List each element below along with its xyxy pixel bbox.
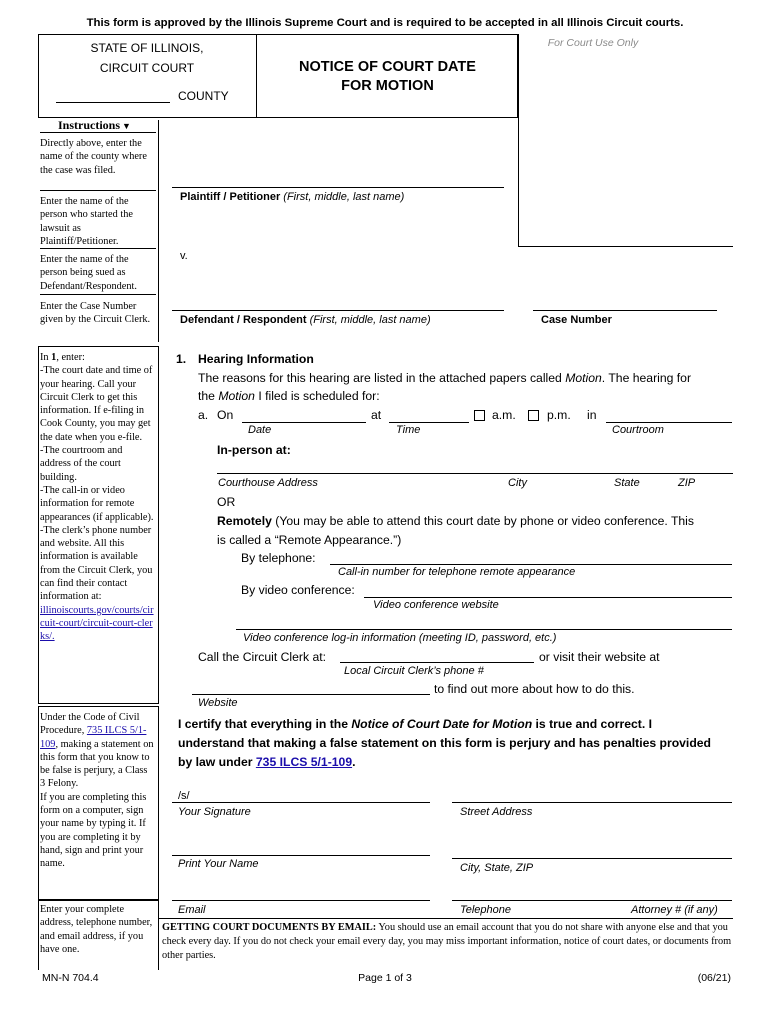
on-label: On — [217, 408, 234, 422]
hearing-heading: Hearing Information — [198, 352, 314, 366]
form-number: MN-N 704.4 — [42, 972, 99, 984]
email-input-line[interactable] — [172, 900, 430, 901]
by-video-label: By video conference: — [241, 583, 355, 597]
print-name-input-line[interactable] — [172, 855, 430, 856]
city-caption: City — [508, 477, 527, 489]
callin-caption: Call-in number for telephone remote appearance — [338, 566, 576, 578]
courtroom-caption: Courtroom — [612, 424, 664, 436]
plaintiff-input-line[interactable] — [172, 187, 504, 188]
remote-line-1: Remotely (You may be able to attend this court date by phone or video conference. This — [217, 514, 694, 528]
website-input-line[interactable] — [192, 694, 430, 695]
defendant-caption: Defendant / Respondent (First, middle, last name) — [180, 314, 431, 326]
find-out-label: to find out more about how to do this. — [434, 682, 635, 696]
print-name-caption: Print Your Name — [178, 858, 259, 870]
approval-notice: This form is approved by the Illinois Supreme Court and is required to be accepted in all Illinois Circuit courts. — [86, 17, 684, 29]
perjury-help: Under the Code of Civil Procedure, 735 ILCS 5/1-109, making a statement on this form that you know to be false is perjury, a Class 3 Felony. If you are completing this form on a computer, sign your name by typing it. If you are completing it by hand, sign and print your name. — [40, 712, 154, 870]
instr-sep-2 — [40, 248, 156, 249]
item-a-label: a. — [198, 408, 209, 422]
zip-caption: ZIP — [678, 477, 696, 489]
website-caption: Website — [198, 697, 238, 709]
court-use-label: For Court Use Only — [547, 37, 639, 49]
signature-input-line[interactable] — [172, 802, 430, 803]
plaintiff-caption: Plaintiff / Petitioner (First, middle, last name) — [180, 191, 405, 203]
courthouse-caption: Courthouse Address — [218, 477, 318, 489]
date-input-line[interactable] — [242, 422, 366, 423]
versus-label: v. — [180, 250, 188, 262]
clerk-phone-input-line[interactable] — [340, 662, 534, 663]
clerks-link[interactable]: illinoiscourts.gov/courts/circuit-court/circuit-court-clerks/. — [40, 604, 154, 643]
email-caption: Email — [178, 904, 206, 916]
page-number: Page 1 of 3 — [358, 972, 412, 984]
case-number-input-line[interactable] — [533, 310, 717, 311]
circuit-label: CIRCUIT COURT — [99, 61, 195, 75]
instructions-toggle[interactable] — [58, 118, 131, 133]
at-label: at — [371, 408, 382, 422]
am-label: a.m. — [492, 408, 516, 422]
header-divider — [256, 34, 257, 118]
signature-caption: Your Signature — [178, 806, 251, 818]
clerk-phone-caption: Local Circuit Clerk’s phone # — [344, 665, 484, 677]
telephone-caption: Telephone — [460, 904, 511, 916]
video-site-caption: Video conference website — [373, 599, 499, 611]
time-input-line[interactable] — [389, 422, 469, 423]
defendant-input-line[interactable] — [172, 310, 504, 311]
instructions-rule — [40, 132, 156, 133]
pm-checkbox[interactable] — [528, 410, 539, 421]
or-label: OR — [217, 495, 236, 509]
hearing-intro-2: the Motion I filed is scheduled for: — [198, 389, 380, 403]
instr-sep-3 — [40, 294, 156, 295]
court-use-left — [518, 34, 519, 246]
hearing-help: In 1, enter: -The court date and time of your hearing. Call your Circuit Clerk to get this information. If e-filing in Cook County, you may get the date when you e-file. -The courtroom and address of the court building. -The call-in or video information for remote appearances (if applicable). -The clerk’s phone number and website. All this information is available from the Circuit Clerk, you can find their contact information at: illinoiscourts.gov/courts/circuit-court/circuit-court-clerks/. — [40, 352, 154, 643]
city-state-zip-input-line[interactable] — [452, 858, 732, 859]
courthouse-input-line[interactable] — [217, 473, 733, 474]
state-label: STATE OF ILLINOIS, — [90, 41, 204, 55]
in-label: in — [587, 408, 597, 422]
by-phone-label: By telephone: — [241, 551, 316, 565]
case-number-label: Case Number — [541, 314, 612, 326]
statute-link[interactable]: 735 ILCS 5/1-109 — [255, 755, 353, 769]
state-caption: State — [614, 477, 640, 489]
am-checkbox[interactable] — [474, 410, 485, 421]
video-login-caption: Video conference log-in information (meeting ID, password, etc.) — [243, 632, 557, 644]
city-state-zip-caption: City, State, ZIP — [460, 862, 534, 874]
hearing-intro-1: The reasons for this hearing are listed in the attached papers called Motion. The hearing for — [198, 371, 692, 385]
defendant-help: Enter the name of the person being sued as Defendant/Respondent. — [40, 254, 137, 292]
revision-date: (06/21) — [697, 972, 731, 984]
statute-link-sidebar[interactable]: 735 ILCS 5/1-109 — [40, 725, 147, 750]
in-person-heading: In-person at: — [217, 443, 291, 457]
instr-sep-1 — [40, 190, 156, 191]
caret-down-icon: ▼ — [122, 121, 131, 131]
county-help: Directly above, enter the name of the county where the case was filed. — [40, 138, 147, 176]
form-title-line2: FOR MOTION — [341, 78, 434, 94]
video-site-input-line[interactable] — [364, 597, 732, 598]
time-caption: Time — [396, 424, 421, 436]
plaintiff-help: Enter the name of the person who started the lawsuit as Plaintiff/Petitioner. — [40, 196, 133, 247]
or-visit-label: or visit their website at — [539, 650, 660, 664]
telephone-input-line[interactable] — [452, 900, 732, 901]
email-notice-rule — [158, 918, 733, 919]
contact-help: Enter your complete address, telephone number, and email address, if you have one. — [40, 904, 153, 955]
certification-statement: I certify that everything in the Notice of Court Date for Motion is true and correct. I understand that making a false statement on this form is perjury and has penalties provided by law under 735 ILCS 5/1-109. — [178, 717, 711, 769]
case-help: Enter the Case Number given by the Circuit Clerk. — [40, 301, 151, 326]
attorney-caption: Attorney # (if any) — [631, 904, 718, 916]
street-caption: Street Address — [460, 806, 533, 818]
pm-label: p.m. — [547, 408, 571, 422]
instructions-label: Instructions — [58, 118, 121, 132]
street-input-line[interactable] — [452, 802, 732, 803]
county-input-line[interactable] — [56, 102, 170, 103]
remote-line-2: is called a “Remote Appearance.”) — [217, 533, 402, 547]
call-clerk-label: Call the Circuit Clerk at: — [198, 650, 327, 664]
county-label: COUNTY — [178, 89, 229, 103]
sidebar-divider-top — [158, 120, 159, 342]
signature-value: /s/ — [178, 790, 190, 802]
courtroom-input-line[interactable] — [606, 422, 732, 423]
form-title-line1: NOTICE OF COURT DATE — [299, 59, 476, 75]
email-notice: GETTING COURT DOCUMENTS BY EMAIL: You should use an email account that you do not share with anyone else and that you check every day. If you do not check your email every day, you may miss important information, notice of court dates, or documents from other parties. — [162, 922, 732, 961]
hearing-number: 1. — [176, 352, 187, 366]
court-use-bottom — [518, 246, 733, 247]
video-login-input-line[interactable] — [236, 629, 732, 630]
callin-input-line[interactable] — [330, 564, 732, 565]
date-caption: Date — [248, 424, 272, 436]
